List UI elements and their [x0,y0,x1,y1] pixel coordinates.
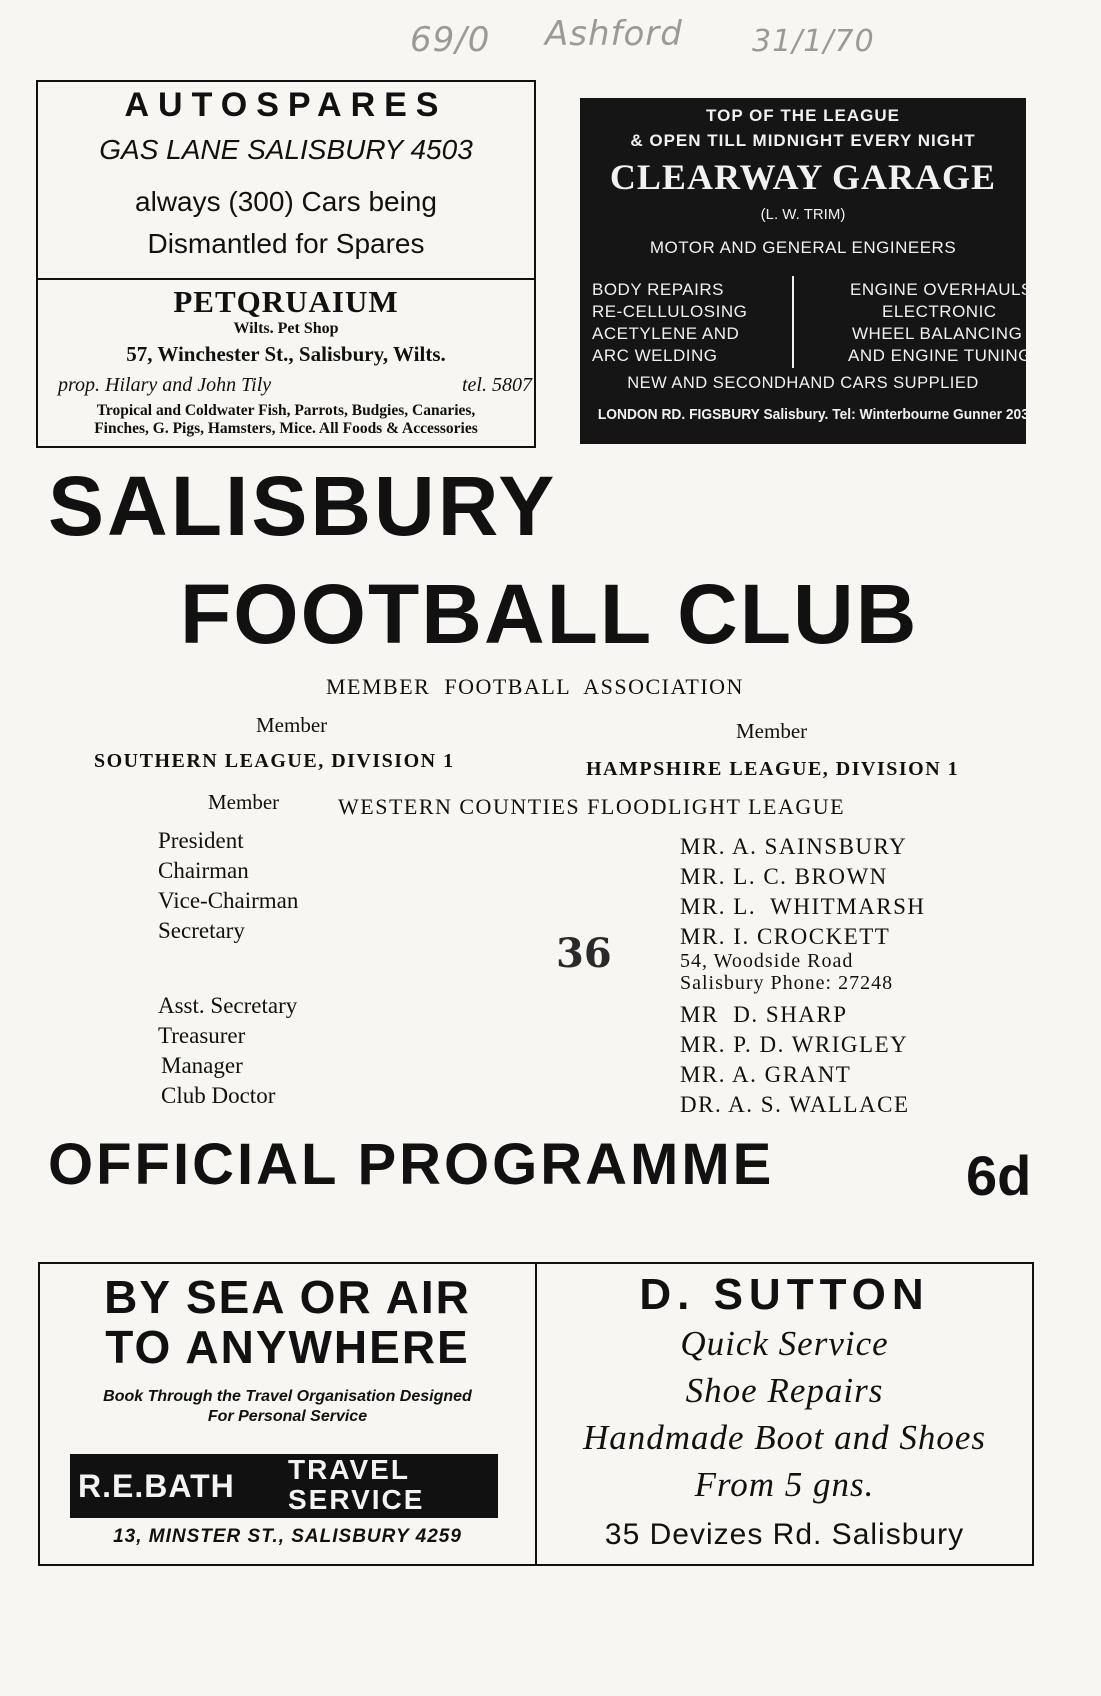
role-secretary: Secretary [158,918,245,943]
issue-number-stamp: 36 [556,930,612,977]
name-chairman: MR. L. C. BROWN [680,864,888,889]
clearway-address: LONDON RD. FIGSBURY Salisbury. Tel: Winterbourne Gunner 203 [597,406,1029,423]
sutton-name: D. SUTTON [639,1270,930,1319]
sutton-line3: Handmade Boot and Shoes [582,1418,987,1457]
petquarium-subtitle: Wilts. Pet Shop [233,320,339,337]
petquarium-name: PETQRUAIUM [173,284,399,319]
name-club-doctor: DR. A. S. WALLACE [680,1092,910,1117]
member-label-left: Member [256,713,328,737]
member-label-floodlight: Member [208,790,280,814]
role-chairman: Chairman [158,858,249,883]
travel-tagline-1: Book Through the Travel Organisation Designed [103,1388,472,1405]
clearway-left-1: BODY REPAIRS [592,280,724,299]
role-club-doctor: Club Doctor [161,1083,276,1108]
autospares-address: GAS LANE SALISBURY 4503 [99,134,473,165]
bottom-ads-frame [38,1262,1034,1566]
clearway-left-3: ACETYLENE AND [592,324,740,343]
travel-banner [70,1454,498,1518]
autospares-line2: Dismantled for Spares [147,228,425,259]
hampshire-league: HAMPSHIRE LEAGUE, DIVISION 1 [586,758,960,780]
clearway-right-3: WHEEL BALANCING [852,324,1023,343]
clearway-left-2: RE-CELLULOSING [592,302,748,321]
floodlight-league: WESTERN COUNTIES FLOODLIGHT LEAGUE [338,794,846,819]
petquarium-address: 57, Winchester St., Salisbury, Wilts. [126,342,446,366]
travel-address: 13, MINSTER ST., SALISBURY 4259 [113,1526,462,1547]
autospares-name: AUTOSPARES [124,86,448,124]
travel-headline-2: TO ANYWHERE [105,1321,470,1373]
role-president: President [158,828,244,853]
sutton-line4: From 5 gns. [694,1465,875,1504]
member-label-right: Member [736,719,808,743]
handwritten-number: 69/0 [410,20,491,60]
clearway-right-4: AND ENGINE TUNING [848,346,1032,365]
official-programme: OFFICIAL PROGRAMME [48,1132,775,1197]
sutton-address: 35 Devizes Rd. Salisbury [604,1518,965,1551]
sutton-line1: Quick Service [680,1324,889,1363]
petquarium-phone: tel. 5807 [462,374,532,396]
name-secretary: MR. I. CROCKETT [680,924,891,949]
sutton-ad [537,1264,1032,1564]
clearway-right-1: ENGINE OVERHAULS [850,280,1033,299]
sutton-line2: Shoe Repairs [685,1371,884,1410]
clearway-top1: TOP OF THE LEAGUE [706,106,900,125]
petquarium-products2: Finches, G. Pigs, Hamsters, Mice. All Foods & Accessories [94,420,478,437]
southern-league: SOUTHERN LEAGUE, DIVISION 1 [94,750,455,772]
role-asst-secretary: Asst. Secretary [158,993,298,1018]
name-treasurer: MR. P. D. WRIGLEY [680,1032,909,1057]
clearway-cars: NEW AND SECONDHAND CARS SUPPLIED [627,374,979,392]
club-title-salisbury: SALISBURY [48,459,558,553]
travel-headline-1: BY SEA OR AIR [104,1271,471,1323]
travel-banner-word2: SERVICE [288,1484,425,1515]
clearway-divider [792,276,794,368]
name-vice-chairman: MR. L. WHITMARSH [680,894,926,919]
travel-tagline-2: For Personal Service [207,1408,368,1425]
role-treasurer: Treasurer [158,1023,246,1048]
name-manager: MR. A. GRANT [680,1062,852,1087]
clearway-right-2: ELECTRONIC [882,302,997,321]
autospares-line1: always (300) Cars being [135,186,437,217]
clearway-left-4: ARC WELDING [592,346,718,365]
role-vice-chairman: Vice-Chairman [158,888,299,913]
name-asst-secretary: MR D. SHARP [680,1002,848,1027]
secretary-address-1: 54, Woodside Road [680,950,854,972]
clearway-name: CLEARWAY GARAGE [609,157,997,197]
petquarium-proprietors: prop. Hilary and John Tily [58,374,272,396]
clearway-type: MOTOR AND GENERAL ENGINEERS [649,238,957,257]
name-president: MR. A. SAINSBURY [680,834,908,859]
club-title-football-club: FOOTBALL CLUB [180,567,919,661]
programme-price: 6d [966,1144,1032,1207]
autospares-ad [36,80,536,280]
travel-ad [40,1264,535,1564]
clearway-owner: (L. W. TRIM) [760,206,846,223]
handwritten-date: 31/1/70 [752,24,875,59]
clearway-top2: & OPEN TILL MIDNIGHT EVERY NIGHT [630,131,976,150]
clearway-garage-ad [580,98,1033,444]
petquarium-products1: Tropical and Coldwater Fish, Parrots, Budgies, Canaries, [96,402,476,419]
secretary-address-2: Salisbury Phone: 27248 [680,972,894,994]
travel-banner-name: R.E.BATH [78,1468,235,1504]
travel-banner-word1: TRAVEL [288,1454,410,1485]
fa-membership: MEMBER FOOTBALL ASSOCIATION [326,674,744,699]
petquarium-ad [36,278,536,448]
role-manager: Manager [161,1053,243,1078]
handwritten-opponent: Ashford [545,14,683,54]
